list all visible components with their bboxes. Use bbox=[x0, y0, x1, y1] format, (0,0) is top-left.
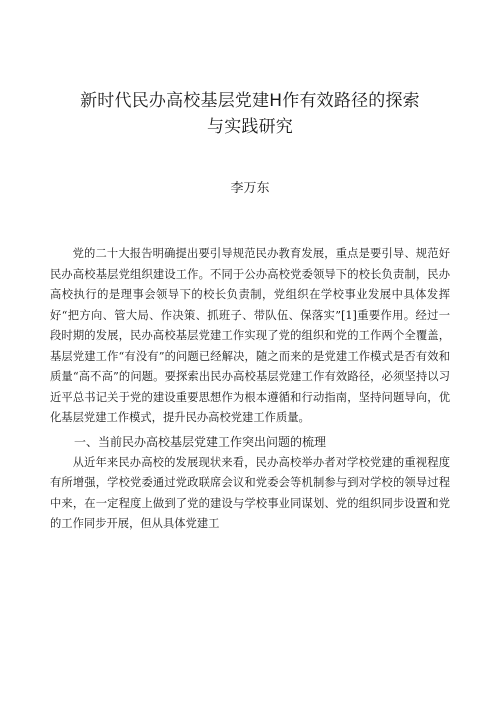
section-heading-1: 一、当前民办高校基层党建工作突出问题的梳理 bbox=[74, 434, 327, 449]
section-1-paragraph: 从近年来民办高校的发展现状来看，民办高校举办者对学校党建的重视程度有所增强，学校党委通过党政联席会议和党委会等机制参与到对学校的领导过程中来，在一定程度上做到了党的建设与学校事业同谋划、党的组织同步设置和党的工作同步开展，但从具体党建工 bbox=[50, 455, 450, 530]
title-line-2: 与实践研究 bbox=[207, 117, 293, 137]
paper-title bbox=[50, 0, 450, 140]
paper-body bbox=[50, 244, 450, 535]
title-line-1: 新时代民办高校基层党建H作有效路径的探索 bbox=[80, 91, 420, 111]
intro-paragraph: 党的二十大报告明确提出要引导规范民办教育发展，重点是要引导、规范好民办高校基层党组织建设工作。不同于公办高校党委领导下的校长负责制，民办高校执行的是理事会领导下的校长负责制，党组织在学校事业发展中具体发挥好“把方向、管大局、作决策、抓班子、带队伍、保落实”[1]重要作用。经过一段时期的发展，民办高校基层党建工作实现了党的组织和党的工作两个全覆盖，基层党建工作“有没有”的问题已经解决，随之而来的是党建工作模式是否有效和质量“高不高”的问题。要探索出民办高校基层党建工作有效路径，必须坚持以习近平总书记关于党的建设重要思想作为根本遵循和行动指南，坚持问题导向，优化基层党建工作模式，提升民办高校党建工作质量。 bbox=[50, 247, 450, 424]
author-name: 李万东 bbox=[230, 181, 270, 196]
